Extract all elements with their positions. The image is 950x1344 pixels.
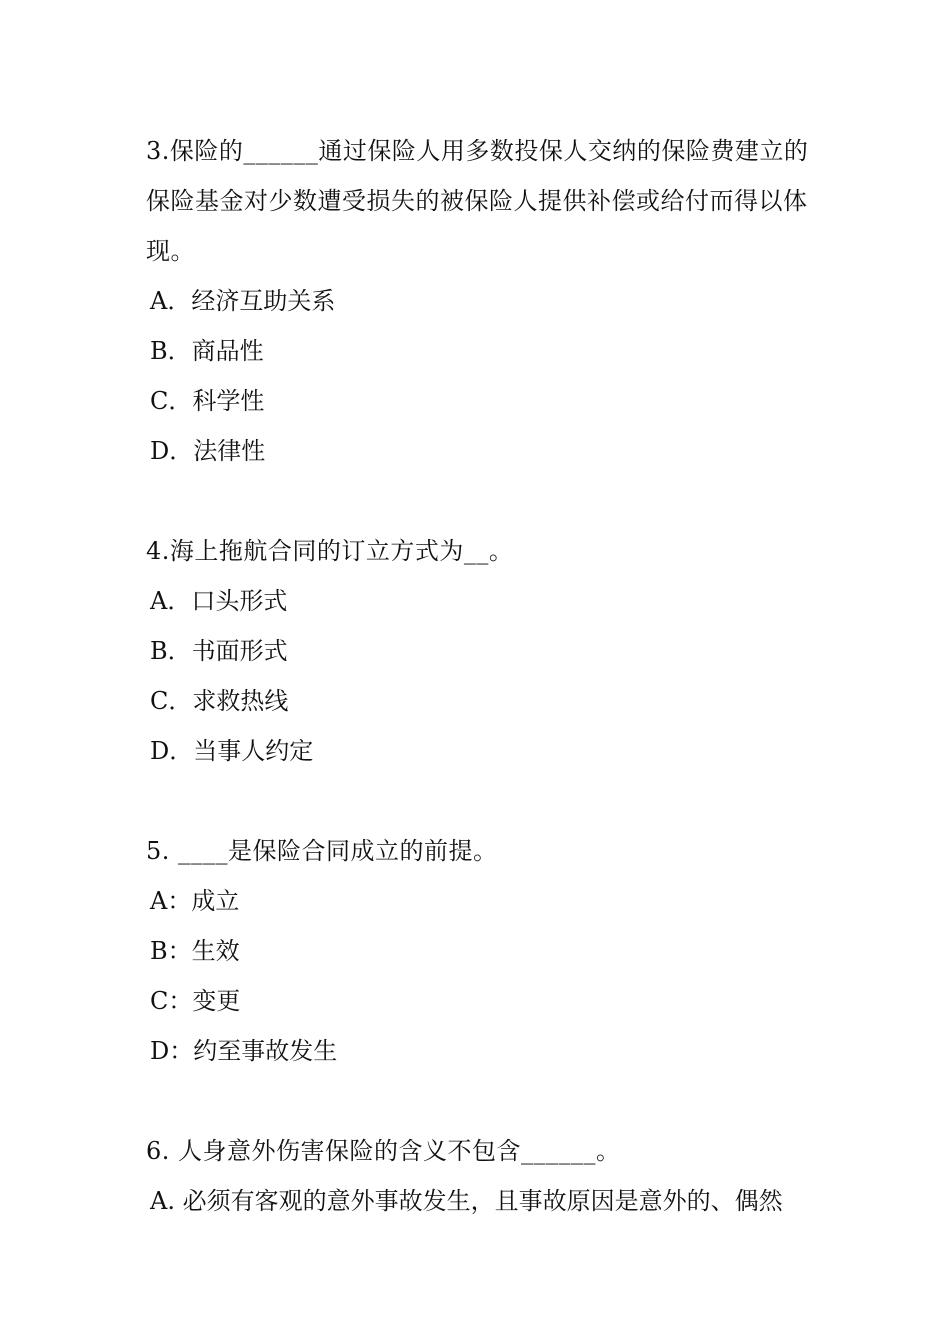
question-stem: 4.海上拖航合同的订立方式为__。: [146, 537, 514, 565]
option-b: B．商品性: [150, 337, 264, 365]
option-list: [146, 1176, 816, 1226]
option-b: B．书面形式: [150, 637, 288, 665]
question-spacer: [146, 476, 816, 526]
option-list: [146, 576, 816, 776]
option-a: A．经济互助关系: [150, 287, 336, 315]
question-4: [146, 526, 816, 776]
option-list: [146, 276, 816, 476]
question-spacer: [146, 1076, 816, 1126]
option-c: C．求救热线: [150, 687, 289, 715]
question-5: [146, 826, 816, 1076]
option-d: D．法律性: [150, 437, 266, 465]
option-c: C：变更: [150, 987, 241, 1015]
question-3: [146, 126, 816, 476]
question-stem: 3.保险的______通过保险人用多数投保人交纳的保险费建立的保险基金对少数遭受损失的被保险人提供补偿或给付而得以体现。: [146, 137, 809, 265]
option-d: D：约至事故发生: [150, 1037, 338, 1065]
option-d: D．当事人约定: [150, 737, 314, 765]
option-b: B：生效: [150, 937, 240, 965]
document-page: [146, 126, 816, 1226]
question-spacer: [146, 776, 816, 826]
question-stem: 5. ____是保险合同成立的前提。: [146, 837, 498, 865]
option-a: A：成立: [150, 887, 240, 915]
option-a: A. 必须有客观的意外事故发生，且事故原因是意外的、偶然: [150, 1187, 783, 1215]
option-list: [146, 876, 816, 1076]
option-c: C．科学性: [150, 387, 265, 415]
option-a: A．口头形式: [150, 587, 288, 615]
question-6: [146, 1126, 816, 1226]
question-stem: 6. 人身意外伤害保险的含义不包含______。: [146, 1137, 621, 1165]
